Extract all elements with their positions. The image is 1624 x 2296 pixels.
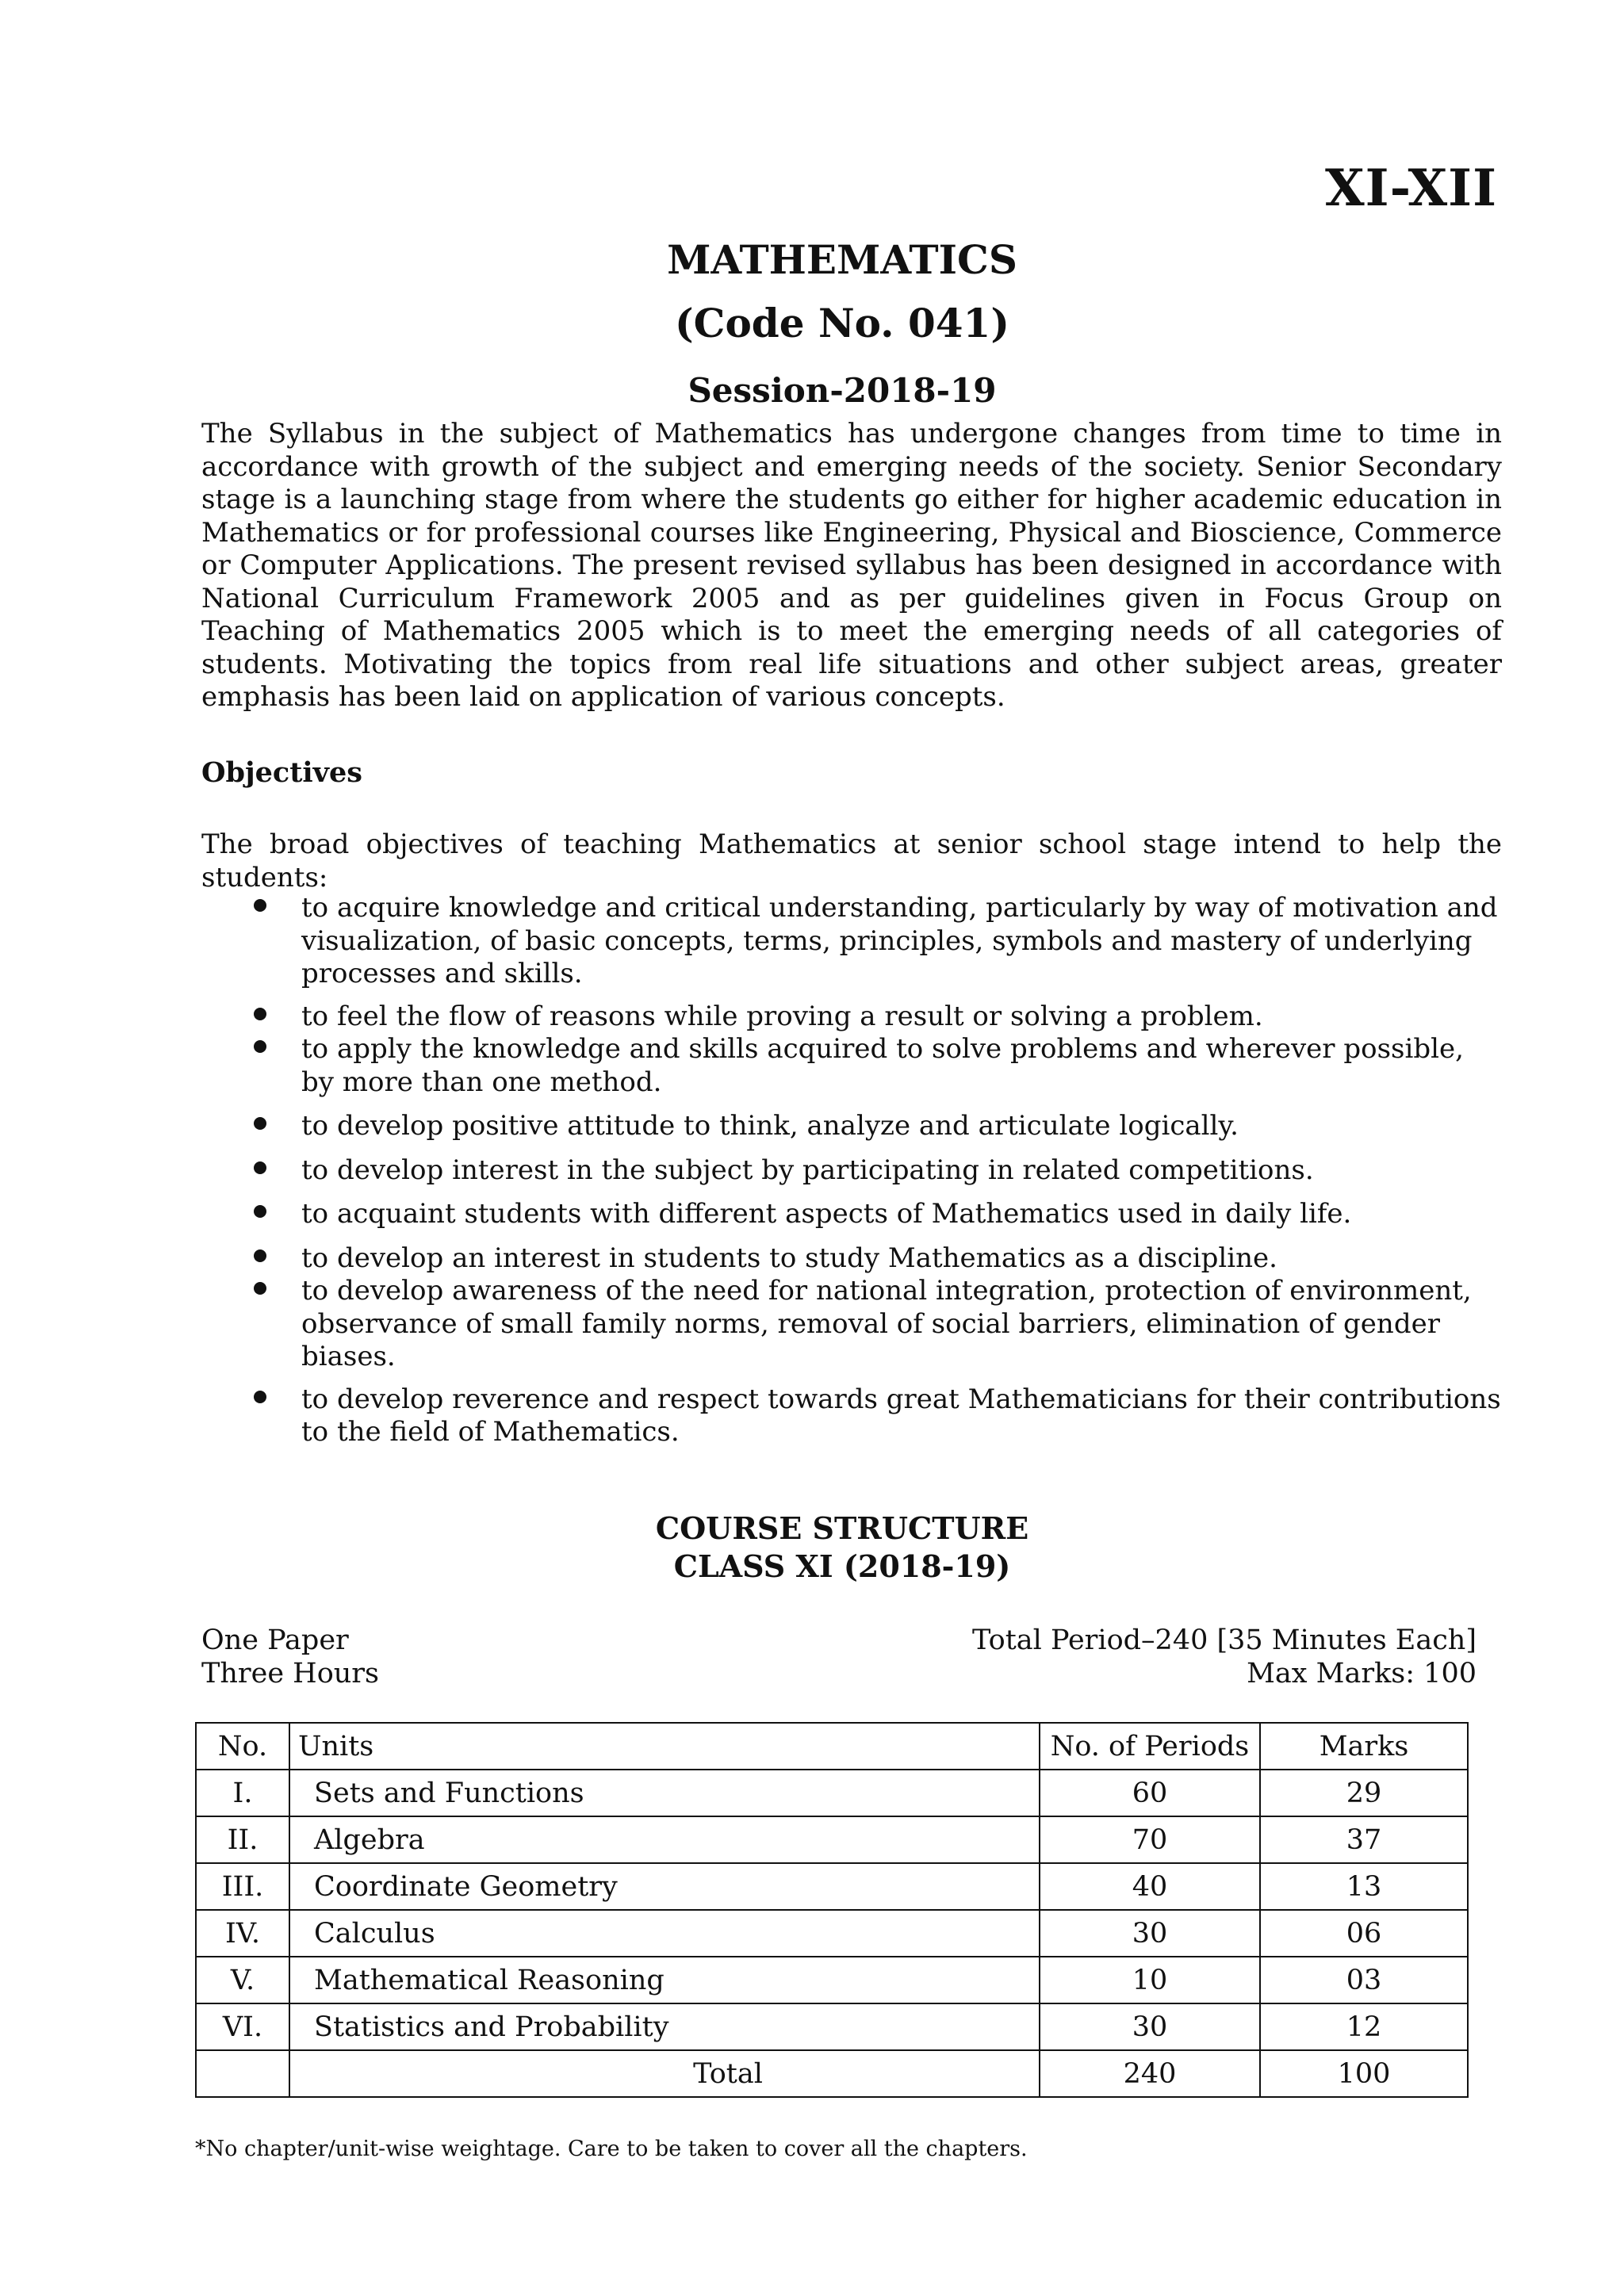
total-marks: 100 xyxy=(1260,2050,1468,2097)
max-marks: Max Marks: 100 xyxy=(1247,1658,1477,1689)
period-info xyxy=(972,1624,1477,1690)
list-item xyxy=(201,1154,1502,1188)
unit-periods: 30 xyxy=(1040,2003,1260,2050)
unit-number: III. xyxy=(196,1863,289,1910)
total-periods: 240 xyxy=(1040,2050,1260,2097)
list-item xyxy=(201,1001,1502,1034)
list-item xyxy=(201,1275,1502,1374)
bullet-icon xyxy=(254,899,266,912)
table-header-row xyxy=(196,1723,1468,1770)
footnote: *No chapter/unit-wise weightage. Care to be taken to cover all the chapters. xyxy=(195,2137,1028,2161)
unit-name: Algebra xyxy=(289,1816,1040,1863)
bullet-icon xyxy=(254,1040,266,1053)
list-item xyxy=(201,892,1502,991)
unit-name: Sets and Functions xyxy=(289,1770,1040,1816)
column-header: No. xyxy=(196,1723,289,1770)
unit-number: I. xyxy=(196,1770,289,1816)
unit-name: Calculus xyxy=(289,1910,1040,1957)
objectives-heading: Objectives xyxy=(201,756,362,789)
subject-title: MATHEMATICS xyxy=(667,236,1017,283)
total-period: Total Period–240 [35 Minutes Each] xyxy=(972,1624,1477,1656)
bullet-icon xyxy=(254,1249,266,1262)
unit-periods: 10 xyxy=(1040,1957,1260,2003)
list-item xyxy=(201,1110,1502,1143)
objective-text: to develop reverence and respect towards great Mathematicians for their contributions to the field of Mathematics. xyxy=(301,1383,1501,1448)
unit-periods: 40 xyxy=(1040,1863,1260,1910)
list-item xyxy=(201,1198,1502,1231)
table-row xyxy=(196,1863,1468,1910)
bullet-icon xyxy=(254,1282,266,1295)
unit-marks: 12 xyxy=(1260,2003,1468,2050)
total-label: Total xyxy=(289,2050,1040,2097)
table-row xyxy=(196,1957,1468,2003)
list-item xyxy=(201,1383,1502,1449)
column-header: No. of Periods xyxy=(1040,1723,1260,1770)
paper-info xyxy=(201,1624,379,1690)
class-heading: CLASS XI (2018-19) xyxy=(673,1548,1011,1584)
session-title: Session-2018-19 xyxy=(688,371,997,410)
list-item xyxy=(201,1242,1502,1276)
paper-label: One Paper xyxy=(201,1624,349,1656)
table-row xyxy=(196,1770,1468,1816)
unit-marks: 06 xyxy=(1260,1910,1468,1957)
bullet-icon xyxy=(254,1161,266,1174)
table-row xyxy=(196,1816,1468,1863)
unit-marks: 37 xyxy=(1260,1816,1468,1863)
column-header: Units xyxy=(289,1723,1040,1770)
unit-name: Mathematical Reasoning xyxy=(289,1957,1040,2003)
subject-code: (Code No. 041) xyxy=(675,300,1009,346)
objective-text: to develop interest in the subject by participating in related competitions. xyxy=(301,1154,1314,1186)
unit-marks: 03 xyxy=(1260,1957,1468,2003)
class-code: XI-XII xyxy=(1324,159,1497,218)
bullet-icon xyxy=(254,1205,266,1218)
bullet-icon xyxy=(254,1117,266,1130)
unit-marks: 29 xyxy=(1260,1770,1468,1816)
unit-name: Statistics and Probability xyxy=(289,2003,1040,2050)
unit-number: VI. xyxy=(196,2003,289,2050)
list-item xyxy=(201,1033,1502,1099)
unit-periods: 30 xyxy=(1040,1910,1260,1957)
unit-periods: 60 xyxy=(1040,1770,1260,1816)
objective-text: to acquaint students with different aspects of Mathematics used in daily life. xyxy=(301,1198,1352,1230)
objective-text: to develop positive attitude to think, analyze and articulate logically. xyxy=(301,1110,1239,1142)
table-row xyxy=(196,1910,1468,1957)
intro-paragraph: The Syllabus in the subject of Mathematics has undergone changes from time to time in accordance with growth of the subject and emerging needs of the society. Senior Secondary stage is a launching stage from where the students go either for higher academic education in Mathematics or for professional courses like Engineering, Physical and Bioscience, Commerce or Computer Applications. The present revised syllabus has been designed in accordance with National Curriculum Framework 2005 and as per guidelines given in Focus Group on Teaching of Mathematics 2005 which is to meet the emerging needs of all categories of students. Motivating the topics from real life situations and other subject areas, greater emphasis has been laid on application of various concepts. xyxy=(201,418,1502,713)
objective-text: to acquire knowledge and critical understanding, particularly by way of motivation and visualization, of basic concepts, terms, principles, symbols and mastery of underlying processes and skills. xyxy=(301,892,1498,989)
unit-number: V. xyxy=(196,1957,289,2003)
course-table xyxy=(195,1722,1469,2098)
objective-text: to develop an interest in students to study Mathematics as a discipline. xyxy=(301,1242,1277,1274)
course-structure-heading: COURSE STRUCTURE xyxy=(655,1510,1029,1546)
objective-text: to feel the flow of reasons while proving a result or solving a problem. xyxy=(301,1000,1263,1032)
unit-marks: 13 xyxy=(1260,1863,1468,1910)
objectives-intro: The broad objectives of teaching Mathematics at senior school stage intend to help the students: xyxy=(201,828,1502,894)
hours-label: Three Hours xyxy=(201,1658,379,1689)
unit-periods: 70 xyxy=(1040,1816,1260,1863)
bullet-icon xyxy=(254,1391,266,1403)
table-row xyxy=(196,2003,1468,2050)
table-total-row xyxy=(196,2050,1468,2097)
bullet-icon xyxy=(254,1008,266,1020)
column-header: Marks xyxy=(1260,1723,1468,1770)
unit-number: II. xyxy=(196,1816,289,1863)
empty-cell xyxy=(196,2050,289,2097)
objective-text: to develop awareness of the need for national integration, protection of environment, observance of small family norms, removal of social barriers, elimination of gender biases. xyxy=(301,1275,1472,1372)
unit-name: Coordinate Geometry xyxy=(289,1863,1040,1910)
unit-number: IV. xyxy=(196,1910,289,1957)
objectives-list xyxy=(201,892,1502,1449)
objective-text: to apply the knowledge and skills acquired to solve problems and wherever possible, by more than one method. xyxy=(301,1033,1464,1098)
